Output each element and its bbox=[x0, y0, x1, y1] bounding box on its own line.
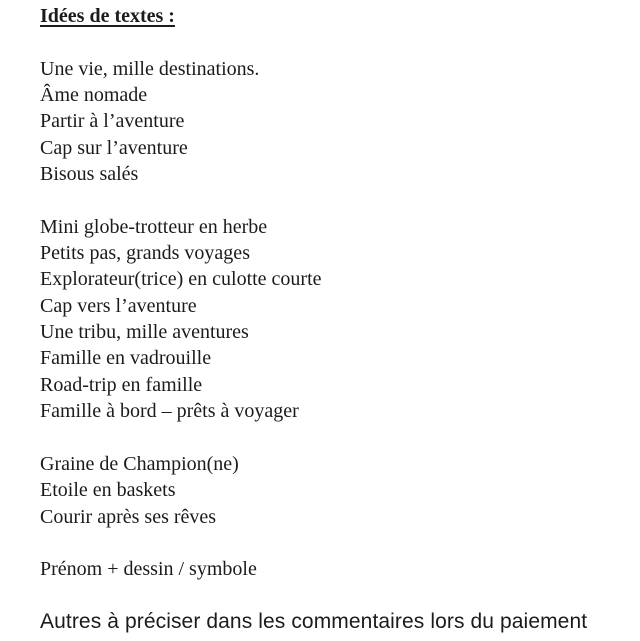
text-line: Bisous salés bbox=[40, 163, 139, 186]
text-line: Une tribu, mille aventures bbox=[40, 321, 249, 344]
text-group-note bbox=[40, 609, 620, 635]
text-line: Cap vers l’aventure bbox=[40, 294, 197, 317]
text-line: Autres à préciser dans les commentaires lors du paiement bbox=[40, 609, 588, 633]
text-group-travel-kids-family bbox=[40, 214, 620, 425]
text-line: Famille à bord – prêts à voyager bbox=[40, 400, 299, 423]
text-group-travel-adult bbox=[40, 56, 620, 188]
text-group-custom bbox=[40, 556, 620, 582]
text-line: Explorateur(trice) en culotte courte bbox=[40, 268, 322, 291]
text-line: Famille en vadrouille bbox=[40, 347, 212, 370]
text-line: Cap sur l’aventure bbox=[40, 136, 188, 159]
text-line: Âme nomade bbox=[40, 84, 148, 107]
text-line: Mini globe-trotteur en herbe bbox=[40, 215, 268, 238]
text-line: Petits pas, grands voyages bbox=[40, 242, 250, 265]
text-line: Graine de Champion(ne) bbox=[40, 452, 239, 475]
text-group-sport bbox=[40, 451, 620, 530]
text-line: Road-trip en famille bbox=[40, 373, 203, 396]
text-line: Une vie, mille destinations. bbox=[40, 57, 260, 80]
text-line: Courir après ses rêves bbox=[40, 505, 217, 528]
document-title: Idées de textes : bbox=[40, 5, 175, 27]
text-line: Etoile en baskets bbox=[40, 479, 176, 502]
text-line: Partir à l’aventure bbox=[40, 110, 185, 133]
text-line: Prénom + dessin / symbole bbox=[40, 558, 257, 581]
